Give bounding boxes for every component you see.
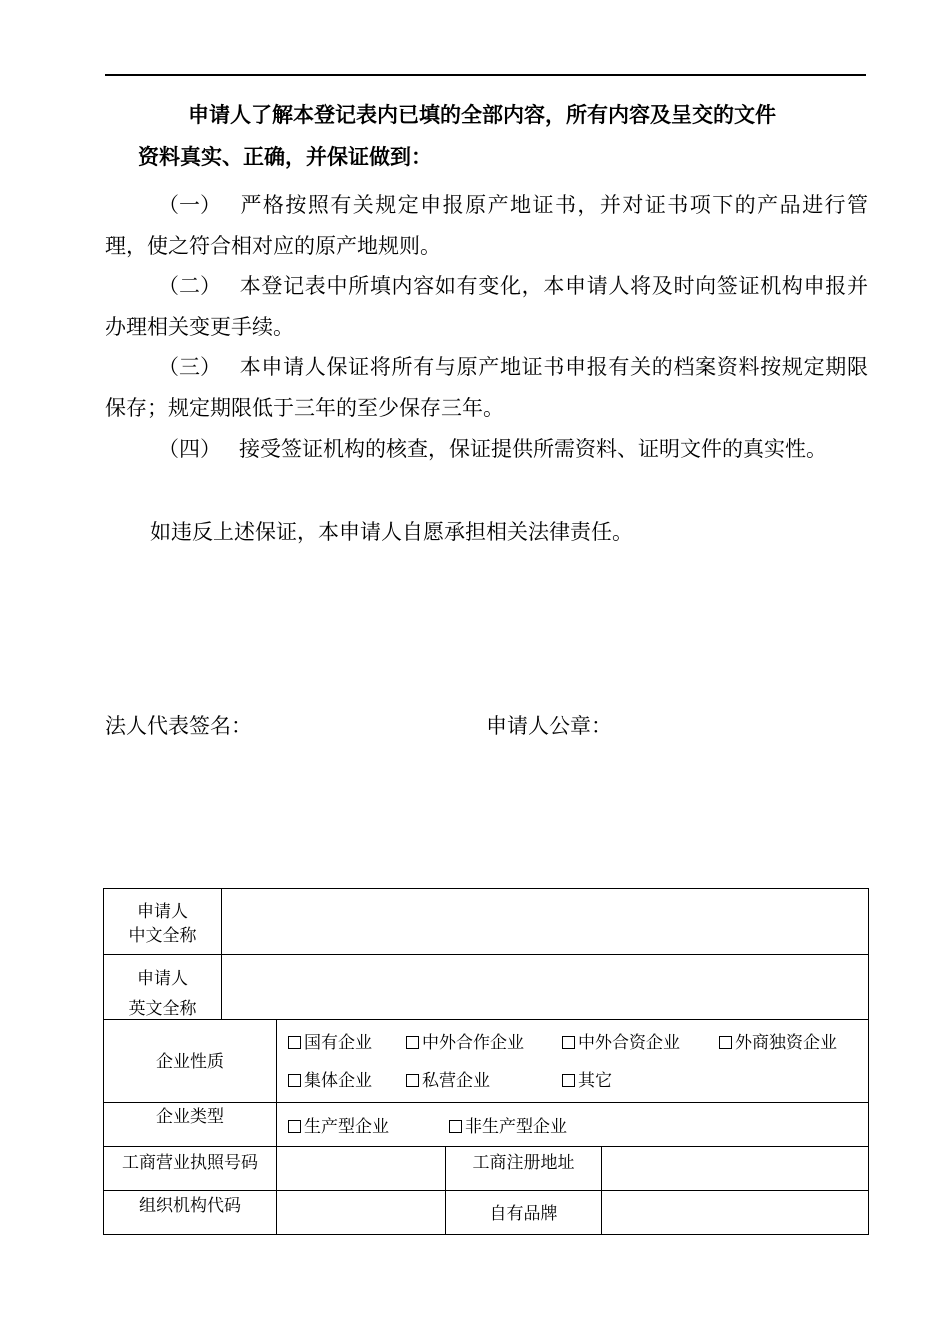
declaration-line-2: 资料真实、正确，并保证做到： bbox=[138, 144, 432, 169]
applicant-info-table bbox=[103, 888, 869, 1235]
pledge-number: （四） bbox=[158, 437, 221, 461]
enterprise-nature-label: 企业性质 bbox=[156, 1052, 224, 1072]
nature-option-state-owned[interactable]: 国有企业 bbox=[288, 1031, 372, 1055]
nature-option-other[interactable]: 其它 bbox=[562, 1069, 612, 1093]
pledge-number: （一） bbox=[158, 193, 221, 217]
checkbox-icon[interactable] bbox=[449, 1120, 462, 1133]
org-code-field[interactable] bbox=[277, 1191, 444, 1233]
top-rule bbox=[105, 74, 866, 76]
pledge-item bbox=[105, 185, 868, 267]
pledge-item bbox=[105, 347, 868, 429]
pledge-item bbox=[105, 266, 868, 348]
nature-option-cooperative-jv[interactable]: 中外合作企业 bbox=[406, 1031, 524, 1055]
checkbox-icon[interactable] bbox=[288, 1120, 301, 1133]
pledge-text: 接受签证机构的核查，保证提供所需资料、证明文件的真实性。 bbox=[239, 437, 827, 461]
type-option-non-production[interactable]: 非生产型企业 bbox=[449, 1115, 567, 1139]
pledge-item bbox=[105, 429, 868, 470]
pledge-text: 本登记表中所填内容如有变化，本申请人将及时向签证机构申报并办理相关变更手续。 bbox=[105, 274, 868, 339]
pledge-text: 严格按照有关规定申报原产地证书，并对证书项下的产品进行管理，使之符合相对应的原产地规则。 bbox=[105, 193, 868, 258]
pledge-number: （二） bbox=[158, 274, 221, 298]
business-license-label: 工商营业执照号码 bbox=[122, 1153, 258, 1173]
checkbox-icon[interactable] bbox=[406, 1074, 419, 1087]
en-name-label: 申请人 英文全称 bbox=[128, 969, 197, 1019]
checkbox-icon[interactable] bbox=[288, 1036, 301, 1049]
checkbox-icon[interactable] bbox=[562, 1074, 575, 1087]
nature-option-collective[interactable]: 集体企业 bbox=[288, 1069, 372, 1093]
own-brand-field[interactable] bbox=[602, 1191, 867, 1233]
pledge-text: 本申请人保证将所有与原产地证书申报有关的档案资料按规定期限保存；规定期限低于三年的至少保存三年。 bbox=[105, 355, 868, 420]
closing-statement: 如违反上述保证，本申请人自愿承担相关法律责任。 bbox=[150, 520, 633, 544]
row-divider bbox=[104, 1102, 868, 1103]
nature-option-equity-jv[interactable]: 中外合资企业 bbox=[562, 1031, 680, 1055]
declaration-line-1: 申请人了解本登记表内已填的全部内容，所有内容及呈交的文件 bbox=[188, 102, 776, 127]
nature-option-foreign-owned[interactable]: 外商独资企业 bbox=[719, 1031, 837, 1055]
registered-address-label: 工商注册地址 bbox=[472, 1153, 575, 1173]
own-brand-label: 自有品牌 bbox=[489, 1204, 558, 1224]
en-name-field[interactable] bbox=[222, 955, 867, 1018]
checkbox-icon[interactable] bbox=[406, 1036, 419, 1049]
type-option-production[interactable]: 生产型企业 bbox=[288, 1115, 389, 1139]
enterprise-type-label: 企业类型 bbox=[156, 1107, 224, 1127]
checkbox-icon[interactable] bbox=[288, 1074, 301, 1087]
cn-name-label: 申请人 中文全称 bbox=[128, 902, 197, 946]
applicant-seal-label: 申请人公章： bbox=[486, 714, 612, 738]
legal-rep-signature-label: 法人代表签名： bbox=[105, 714, 252, 738]
registered-address-field[interactable] bbox=[602, 1147, 867, 1189]
checkbox-icon[interactable] bbox=[719, 1036, 732, 1049]
cn-name-field[interactable] bbox=[222, 890, 867, 953]
nature-option-private[interactable]: 私营企业 bbox=[406, 1069, 490, 1093]
org-code-label: 组织机构代码 bbox=[139, 1196, 241, 1216]
checkbox-icon[interactable] bbox=[562, 1036, 575, 1049]
business-license-field[interactable] bbox=[277, 1147, 444, 1189]
pledge-number: （三） bbox=[158, 355, 221, 379]
